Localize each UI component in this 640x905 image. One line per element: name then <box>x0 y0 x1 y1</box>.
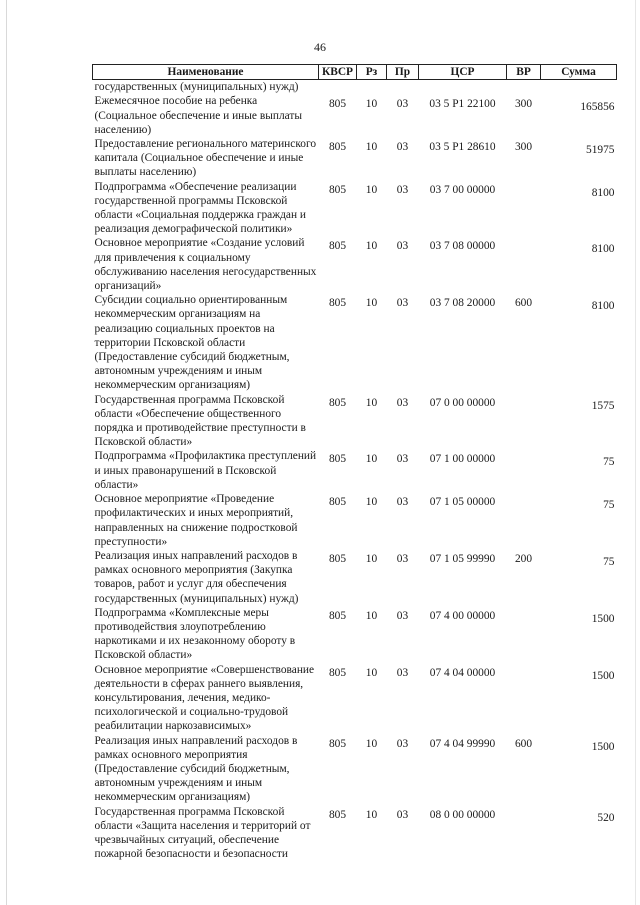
cell-rz: 10 <box>365 183 378 196</box>
table-row <box>93 393 617 450</box>
page-number: 46 <box>314 40 326 54</box>
cell-name: Субсидии социально ориентированным некоммерческим организациям на реализацию социальных проектов на территории Псковской области (Предоставление субсидий бюджетным, автономным учреждениям и иным некоммерческим организациям) <box>94 294 290 392</box>
cell-rz: 10 <box>365 609 378 622</box>
cell-name: Основное мероприятие «Создание условий для привлечения к социальному обслуживанию населения негосударственных организаций» <box>94 237 317 293</box>
cell-name: Подпрограмма «Профилактика преступлений и иных правонарушений в Псковской области» <box>94 450 317 491</box>
table-row <box>93 449 617 492</box>
cell-vr <box>507 393 541 450</box>
cell-rz: 10 <box>365 552 378 565</box>
table-header-row <box>93 65 617 80</box>
cell-pr: 03 <box>396 552 409 565</box>
cell-name: Основное мероприятие «Совершенствование деятельности в сферах раннего выявления, консультирования, лечения, медико-психологической и социально-трудовой реабилитации наркозависимых» <box>94 663 315 733</box>
cell-vr <box>507 80 541 95</box>
cell-pr: 03 <box>396 141 409 154</box>
cell-sum: 8100 <box>591 243 615 256</box>
cell-name: Подпрограмма «Обеспечение реализации государственной программы Псковской области «Социальная поддержка граждан и реализация демографической политики» <box>94 180 306 236</box>
column-header-kvsr: КВСР <box>319 65 357 80</box>
sheet-edge <box>635 0 636 905</box>
cell-name: Ежемесячное пособие на ребенка (Социальное обеспечение и иные выплаты населению) <box>94 95 303 136</box>
cell-sum: 1500 <box>591 740 615 753</box>
cell-pr: 03 <box>396 297 409 310</box>
cell-kvsr: 805 <box>328 396 347 409</box>
cell-csr: 07 1 05 00000 <box>429 496 496 509</box>
table-row <box>93 137 617 180</box>
cell-kvsr: 805 <box>328 552 347 565</box>
cell-sum: 8100 <box>591 186 615 199</box>
cell-pr: 03 <box>396 453 409 466</box>
cell-rz: 10 <box>365 396 378 409</box>
cell-rz: 10 <box>365 98 378 111</box>
table-row <box>93 180 617 237</box>
cell-kvsr: 805 <box>328 496 347 509</box>
cell-kvsr: 805 <box>328 141 347 154</box>
cell-rz: 10 <box>365 808 378 821</box>
cell-kvsr: 805 <box>328 737 347 750</box>
cell-pr: 03 <box>396 737 409 750</box>
table-row <box>93 663 617 734</box>
cell-kvsr: 805 <box>328 183 347 196</box>
cell-pr: 03 <box>396 496 409 509</box>
table-row <box>93 492 617 549</box>
column-header-vr: ВР <box>507 65 541 80</box>
cell-csr <box>419 80 507 95</box>
cell-kvsr: 805 <box>328 297 347 310</box>
cell-vr: 300 <box>514 98 533 111</box>
cell-sum: 75 <box>603 456 615 469</box>
sheet-edge <box>6 0 7 905</box>
cell-name: Реализация иных направлений расходов в рамках основного мероприятия (Закупка товаров, работ и услуг для обеспечения государственных (муниципальных) нужд) <box>94 549 299 605</box>
cell-csr: 07 4 04 00000 <box>429 666 496 679</box>
column-header-name: Наименование <box>93 65 319 80</box>
cell-sum: 165856 <box>580 101 615 114</box>
cell-name: Реализация иных направлений расходов в рамках основного мероприятия (Предоставление субсидий бюджетным, автономным учреждениям и иным некоммерческим организациям) <box>94 734 298 804</box>
cell-csr: 03 5 P1 22100 <box>429 98 496 111</box>
budget-table <box>92 64 617 861</box>
cell-rz: 10 <box>365 297 378 310</box>
cell-sum: 1500 <box>591 669 615 682</box>
cell-sum: 75 <box>603 555 615 568</box>
cell-vr <box>507 663 541 734</box>
cell-name: Государственная программа Псковской области «Защита населения и территорий от чрезвычайных ситуаций, обеспечение пожарной безопасности и безопасности <box>94 805 311 861</box>
cell-name: Основное мероприятие «Проведение профилактических и иных мероприятий, направленных на снижение подростковой преступности» <box>94 493 298 548</box>
cell-vr <box>507 180 541 237</box>
cell-pr: 03 <box>396 240 409 253</box>
cell-csr: 07 4 00 00000 <box>429 609 496 622</box>
table-row <box>93 734 617 805</box>
cell-rz: 10 <box>365 737 378 750</box>
cell-kvsr: 805 <box>328 666 347 679</box>
cell-pr: 03 <box>396 396 409 409</box>
table-row <box>93 80 617 95</box>
cell-rz: 10 <box>365 453 378 466</box>
cell-vr <box>507 449 541 492</box>
cell-kvsr: 805 <box>328 240 347 253</box>
cell-vr: 600 <box>514 297 533 310</box>
cell-sum: 75 <box>603 499 615 512</box>
cell-csr: 03 5 P1 28610 <box>429 141 496 154</box>
cell-csr: 03 7 08 20000 <box>429 297 496 310</box>
cell-csr: 07 1 05 99990 <box>429 552 496 565</box>
table-row <box>93 805 617 862</box>
cell-rz: 10 <box>365 666 378 679</box>
cell-csr: 07 1 00 00000 <box>429 453 496 466</box>
table-row <box>93 236 617 293</box>
column-header-pr: Пр <box>387 65 419 80</box>
table-row <box>93 549 617 606</box>
cell-pr: 03 <box>396 98 409 111</box>
cell-vr: 300 <box>514 141 533 154</box>
cell-sum: 1575 <box>591 399 615 412</box>
table-body <box>93 80 617 862</box>
cell-name: Подпрограмма «Комплексные меры противодействия злоупотреблению наркотиками и их незаконному обороту в Псковской области» <box>94 606 296 662</box>
cell-csr: 03 7 00 00000 <box>429 183 496 196</box>
column-header-rz: Рз <box>357 65 387 80</box>
cell-rz <box>357 80 387 95</box>
cell-kvsr: 805 <box>328 98 347 111</box>
cell-vr <box>507 492 541 549</box>
cell-pr: 03 <box>396 808 409 821</box>
table-row <box>93 606 617 663</box>
cell-sum: 8100 <box>591 300 615 313</box>
cell-pr: 03 <box>396 666 409 679</box>
cell-sum: 1500 <box>591 612 615 625</box>
cell-pr <box>387 80 419 95</box>
cell-vr <box>507 606 541 663</box>
cell-vr <box>507 805 541 862</box>
cell-kvsr: 805 <box>328 808 347 821</box>
cell-sum: 520 <box>597 811 615 824</box>
cell-name: государственных (муниципальных) нужд) <box>94 81 299 94</box>
cell-sum: 51975 <box>586 144 615 157</box>
cell-vr: 200 <box>514 552 533 565</box>
column-header-csr: ЦСР <box>419 65 507 80</box>
cell-pr: 03 <box>396 609 409 622</box>
cell-kvsr: 805 <box>328 609 347 622</box>
cell-csr: 08 0 00 00000 <box>429 808 496 821</box>
cell-csr: 07 4 04 99990 <box>429 737 496 750</box>
cell-vr <box>507 236 541 293</box>
cell-rz: 10 <box>365 141 378 154</box>
column-header-sum: Сумма <box>541 65 617 80</box>
cell-name: Предоставление регионального материнского капитала (Социальное обеспечение и иные выплаты населению) <box>94 138 317 179</box>
cell-csr: 07 0 00 00000 <box>429 396 496 409</box>
table-row <box>93 94 617 137</box>
cell-pr: 03 <box>396 183 409 196</box>
cell-rz: 10 <box>365 240 378 253</box>
cell-kvsr: 805 <box>328 453 347 466</box>
cell-vr: 600 <box>514 737 533 750</box>
cell-csr: 03 7 08 00000 <box>429 240 496 253</box>
cell-rz: 10 <box>365 496 378 509</box>
cell-sum <box>541 80 617 95</box>
table-row <box>93 293 617 392</box>
cell-kvsr <box>319 80 357 95</box>
cell-name: Государственная программа Псковской области «Обеспечение общественного порядка и противодействие преступности в Псковской области» <box>94 393 306 449</box>
